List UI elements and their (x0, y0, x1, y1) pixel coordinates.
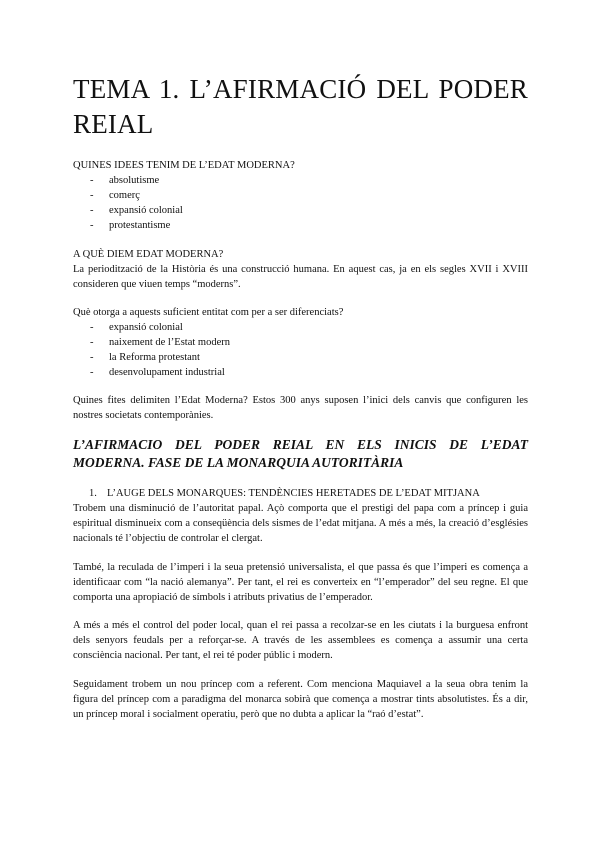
list-item: - expansió colonial (90, 205, 183, 216)
list-item: - la Reforma protestant (90, 352, 200, 363)
section-question (73, 305, 528, 380)
paragraph: Seguidament trobem un nou príncep com a referent. Com menciona Maquiavel a la seua obra tenim la figura del príncep com a paradigma del monarca sobirà que comença a mostrar tints absolutistes. És a dir, un príncep moral i socialment operatiu, però que no dubta a aplicar la “raó d’estat”. (73, 679, 528, 720)
section-heading: A QUÈ DIEM EDAT MODERNA? (73, 249, 224, 260)
ideas-list (73, 173, 528, 233)
main-heading: L’AFIRMACIO DEL PODER REIAL EN ELS INICIS DE L’EDAT MODERNA. FASE DE LA MONARQUIA AUTORITÀRIA (73, 437, 528, 470)
section-definition (73, 247, 528, 292)
traits-list (73, 320, 528, 380)
section-ideas (73, 158, 528, 233)
question-text: Què otorga a aquests suficient entitat com per a ser diferenciats? (73, 307, 344, 318)
list-item: - comerç (90, 190, 140, 201)
paragraph: També, la reculada de l’imperi i la seua pretensió universalista, el que passa és que l’imperi es comença a identificaar com “la nació alemanya”. Per tant, el rei es converteix en “l’emperador” del seu regne. El que comporta una apropiació de símbols i atributs privatius de l’emperador. (73, 562, 528, 603)
paragraph: La periodització de la Història és una construcció humana. En aquest cas, ja en els segles XVII i XVIII consideren que viuen temps “moderns”. (73, 264, 528, 290)
list-item: - naixement de l’Estat modern (90, 337, 231, 348)
subsection-number: 1. (89, 488, 97, 499)
paragraph: A més a més el control del poder local, quan el rei passa a recolzar-se en les ciutats i la burguesa enfront dels senyors feudals per a reforçar-se. A través de les assemblees es comença a assumir una certa consciència nacional. Per tant, el rei té poder públic i modern. (73, 620, 528, 661)
paragraph: Trobem una disminució de l’autoritat papal. Açò comporta que el prestigi del papa com a príncep i guia espiritual disminueix com a conseqüència dels sismes de l’edat mitjana. A més a més, la creació d’esglésies nacionals té l’objectiu de controlar el clergat. (73, 503, 528, 544)
list-item: - desenvolupament industrial (90, 367, 225, 378)
page-title: TEMA 1. L’AFIRMACIÓ DEL PODER REIAL (73, 74, 528, 139)
document-page (73, 0, 528, 720)
list-item: - protestantisme (90, 220, 171, 231)
closing-paragraph: Quines fites delimiten l’Edat Moderna? Estos 300 anys suposen l’inici dels canvis que configuren les nostres societats contemporànies. (73, 395, 528, 421)
subsection-title: L’AUGE DELS MONARQUES: TENDÈNCIES HERETADES DE L’EDAT MITJANA (107, 488, 480, 499)
section-heading: QUINES IDEES TENIM DE L’EDAT MODERNA? (73, 160, 295, 171)
list-item: - expansió colonial (90, 322, 183, 333)
list-item: - absolutisme (90, 175, 160, 186)
subsection-heading (73, 486, 562, 501)
